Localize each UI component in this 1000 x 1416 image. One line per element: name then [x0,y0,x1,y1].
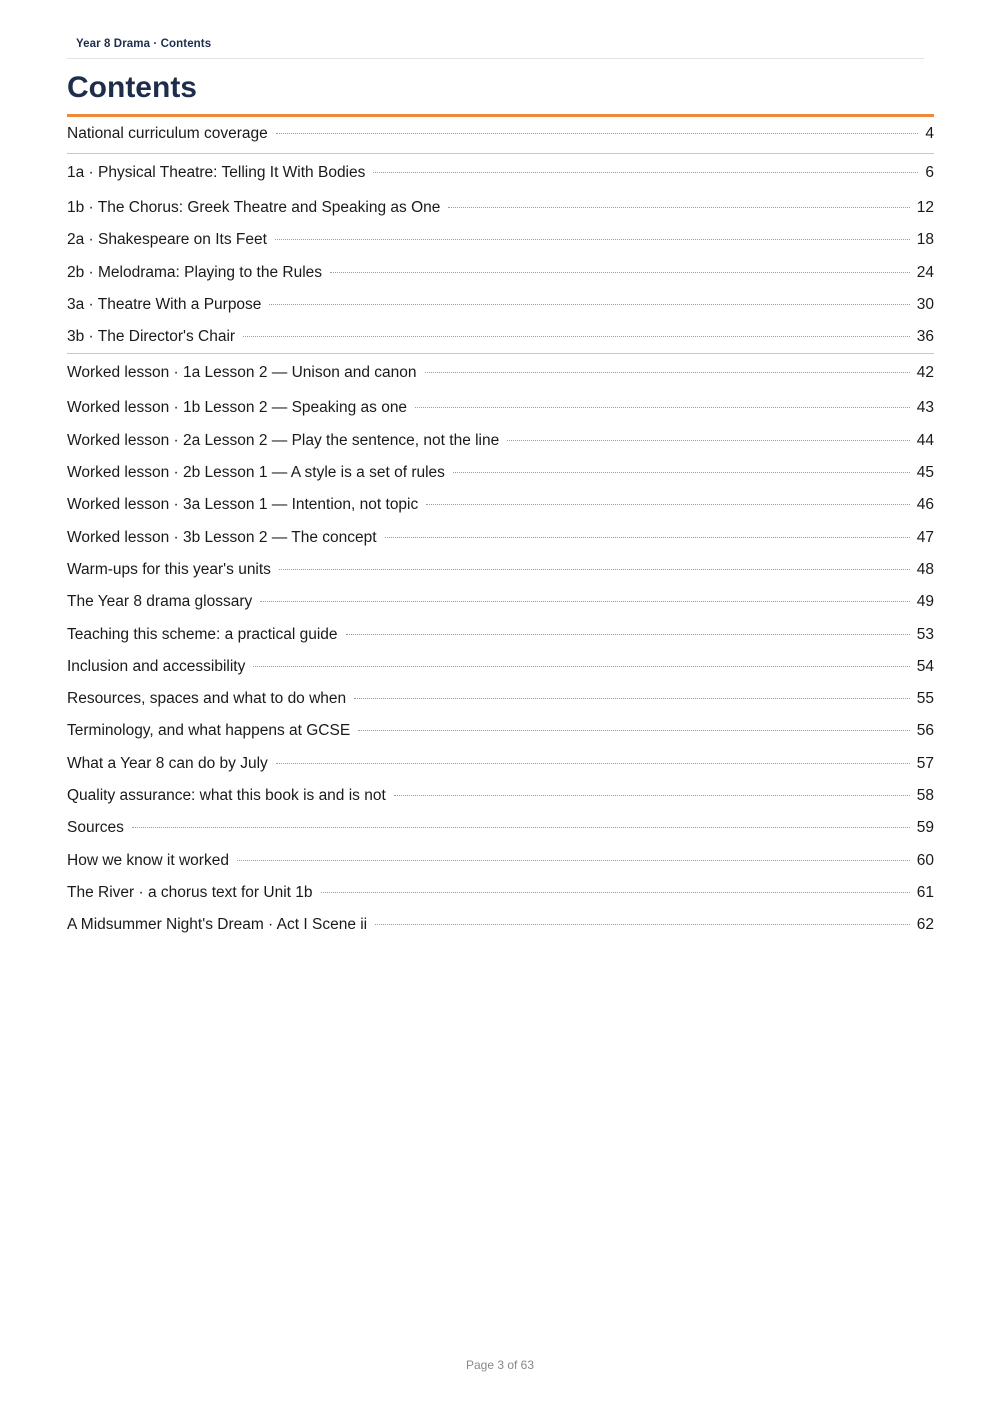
toc-entry-page-number: 56 [916,722,934,740]
toc-entry[interactable] [67,619,934,651]
toc-entry-page-number: 61 [916,883,934,901]
toc-entry[interactable] [67,354,934,392]
toc-entry-title: 3b · The Director's Chair [67,328,236,346]
toc-dot-leader [394,795,910,796]
toc-entry[interactable] [67,845,934,877]
toc-dot-leader [237,860,910,861]
toc-group-units [67,154,934,354]
toc-dot-leader [253,666,909,667]
toc-entry-page-number: 47 [916,528,934,546]
toc-entry[interactable] [67,392,934,424]
toc-dot-leader [269,304,909,305]
toc-dot-leader [330,272,910,273]
table-of-contents [67,117,934,942]
toc-entry-page-number: 59 [916,819,934,837]
toc-entry-page-number: 58 [916,787,934,805]
toc-entry-title: Sources [67,819,124,837]
toc-entry-title: National curriculum coverage [67,125,268,142]
toc-entry-title: A Midsummer Night's Dream · Act I Scene ii [67,916,368,934]
toc-entry-page-number: 4 [925,125,934,142]
toc-entry-title: The Year 8 drama glossary [67,593,253,611]
toc-dot-leader [321,892,910,893]
toc-entry-page-number: 6 [925,164,934,181]
toc-dot-leader [260,601,910,602]
toc-dot-leader [453,472,910,473]
toc-entry[interactable] [67,117,934,153]
toc-entry[interactable] [67,289,934,321]
toc-entry-title: Resources, spaces and what to do when [67,690,347,708]
toc-entry[interactable] [67,489,934,521]
toc-entry[interactable] [67,192,934,224]
toc-entry-title: Worked lesson · 3a Lesson 1 — Intention, not topic [67,496,419,514]
toc-entry-page-number: 49 [916,593,934,611]
toc-entry-title: 2b · Melodrama: Playing to the Rules [67,263,323,281]
toc-entry-title: Inclusion and accessibility [67,657,246,675]
toc-entry-page-number: 12 [916,199,934,216]
toc-entry-title: Worked lesson · 3b Lesson 2 — The concept [67,528,377,546]
toc-entry-page-number: 55 [916,690,934,708]
toc-entry-page-number: 57 [916,754,934,772]
toc-group-appendices [67,354,934,941]
toc-dot-leader [276,763,910,764]
toc-entry[interactable] [67,154,934,192]
toc-entry-page-number: 53 [916,625,934,643]
toc-entry-title: Teaching this scheme: a practical guide [67,625,338,643]
toc-entry-title: Worked lesson · 1b Lesson 2 — Speaking as one [67,399,408,417]
toc-dot-leader [276,133,919,134]
toc-dot-leader [425,372,910,373]
toc-entry[interactable] [67,909,934,941]
toc-dot-leader [354,698,910,699]
toc-entry[interactable] [67,683,934,715]
toc-entry-title: Worked lesson · 2a Lesson 2 — Play the sentence, not the line [67,431,500,449]
toc-entry[interactable] [67,554,934,586]
toc-dot-leader [132,827,910,828]
toc-entry-page-number: 45 [916,464,934,482]
toc-entry[interactable] [67,586,934,618]
toc-entry-page-number: 30 [916,295,934,313]
toc-dot-leader [243,336,910,337]
toc-entry-title: 2a · Shakespeare on Its Feet [67,231,267,249]
toc-dot-leader [346,634,910,635]
toc-entry[interactable] [67,522,934,554]
toc-entry[interactable] [67,425,934,457]
toc-entry-title: Worked lesson · 2b Lesson 1 — A style is a set of rules [67,464,445,482]
toc-group-intro [67,117,934,154]
toc-dot-leader [507,440,910,441]
toc-entry-title: Warm-ups for this year's units [67,560,271,578]
toc-entry[interactable] [67,321,934,353]
header-divider [67,58,924,59]
toc-entry[interactable] [67,651,934,683]
toc-dot-leader [373,172,918,173]
toc-dot-leader [375,924,910,925]
toc-entry-page-number: 48 [916,560,934,578]
toc-entry-page-number: 42 [916,364,934,382]
toc-entry[interactable] [67,748,934,780]
toc-entry-page-number: 43 [916,399,934,417]
toc-dot-leader [385,537,910,538]
toc-dot-leader [279,569,910,570]
toc-entry[interactable] [67,224,934,256]
toc-entry-page-number: 54 [916,657,934,675]
page-title: Contents [67,71,197,104]
toc-dot-leader [275,239,910,240]
toc-entry-page-number: 44 [916,431,934,449]
toc-entry-title: What a Year 8 can do by July [67,754,268,772]
toc-entry-title: 1a · Physical Theatre: Telling It With Bodies [67,164,366,181]
toc-entry-title: Terminology, and what happens at GCSE [67,722,351,740]
toc-entry-title: Quality assurance: what this book is and is not [67,787,386,805]
toc-dot-leader [358,730,910,731]
toc-entry[interactable] [67,457,934,489]
toc-entry[interactable] [67,812,934,844]
toc-entry-page-number: 60 [916,851,934,869]
toc-entry[interactable] [67,780,934,812]
running-header: Year 8 Drama · Contents [76,38,212,50]
toc-entry[interactable] [67,715,934,747]
toc-entry-page-number: 36 [916,328,934,346]
toc-entry-title: 3a · Theatre With a Purpose [67,295,262,313]
toc-dot-leader [426,504,910,505]
toc-entry-page-number: 46 [916,496,934,514]
toc-entry-page-number: 24 [916,263,934,281]
toc-dot-leader [415,407,910,408]
toc-entry-title: Worked lesson · 1a Lesson 2 — Unison and canon [67,364,417,382]
toc-entry-title: The River · a chorus text for Unit 1b [67,883,313,901]
toc-entry-page-number: 62 [916,916,934,934]
page-number-footer: Page 3 of 63 [465,1358,535,1372]
toc-entry-page-number: 18 [916,231,934,249]
toc-entry-title: How we know it worked [67,851,229,869]
toc-dot-leader [448,207,909,208]
toc-entry[interactable] [67,877,934,909]
toc-entry[interactable] [67,257,934,289]
toc-entry-title: 1b · The Chorus: Greek Theatre and Speaking as One [67,199,441,216]
